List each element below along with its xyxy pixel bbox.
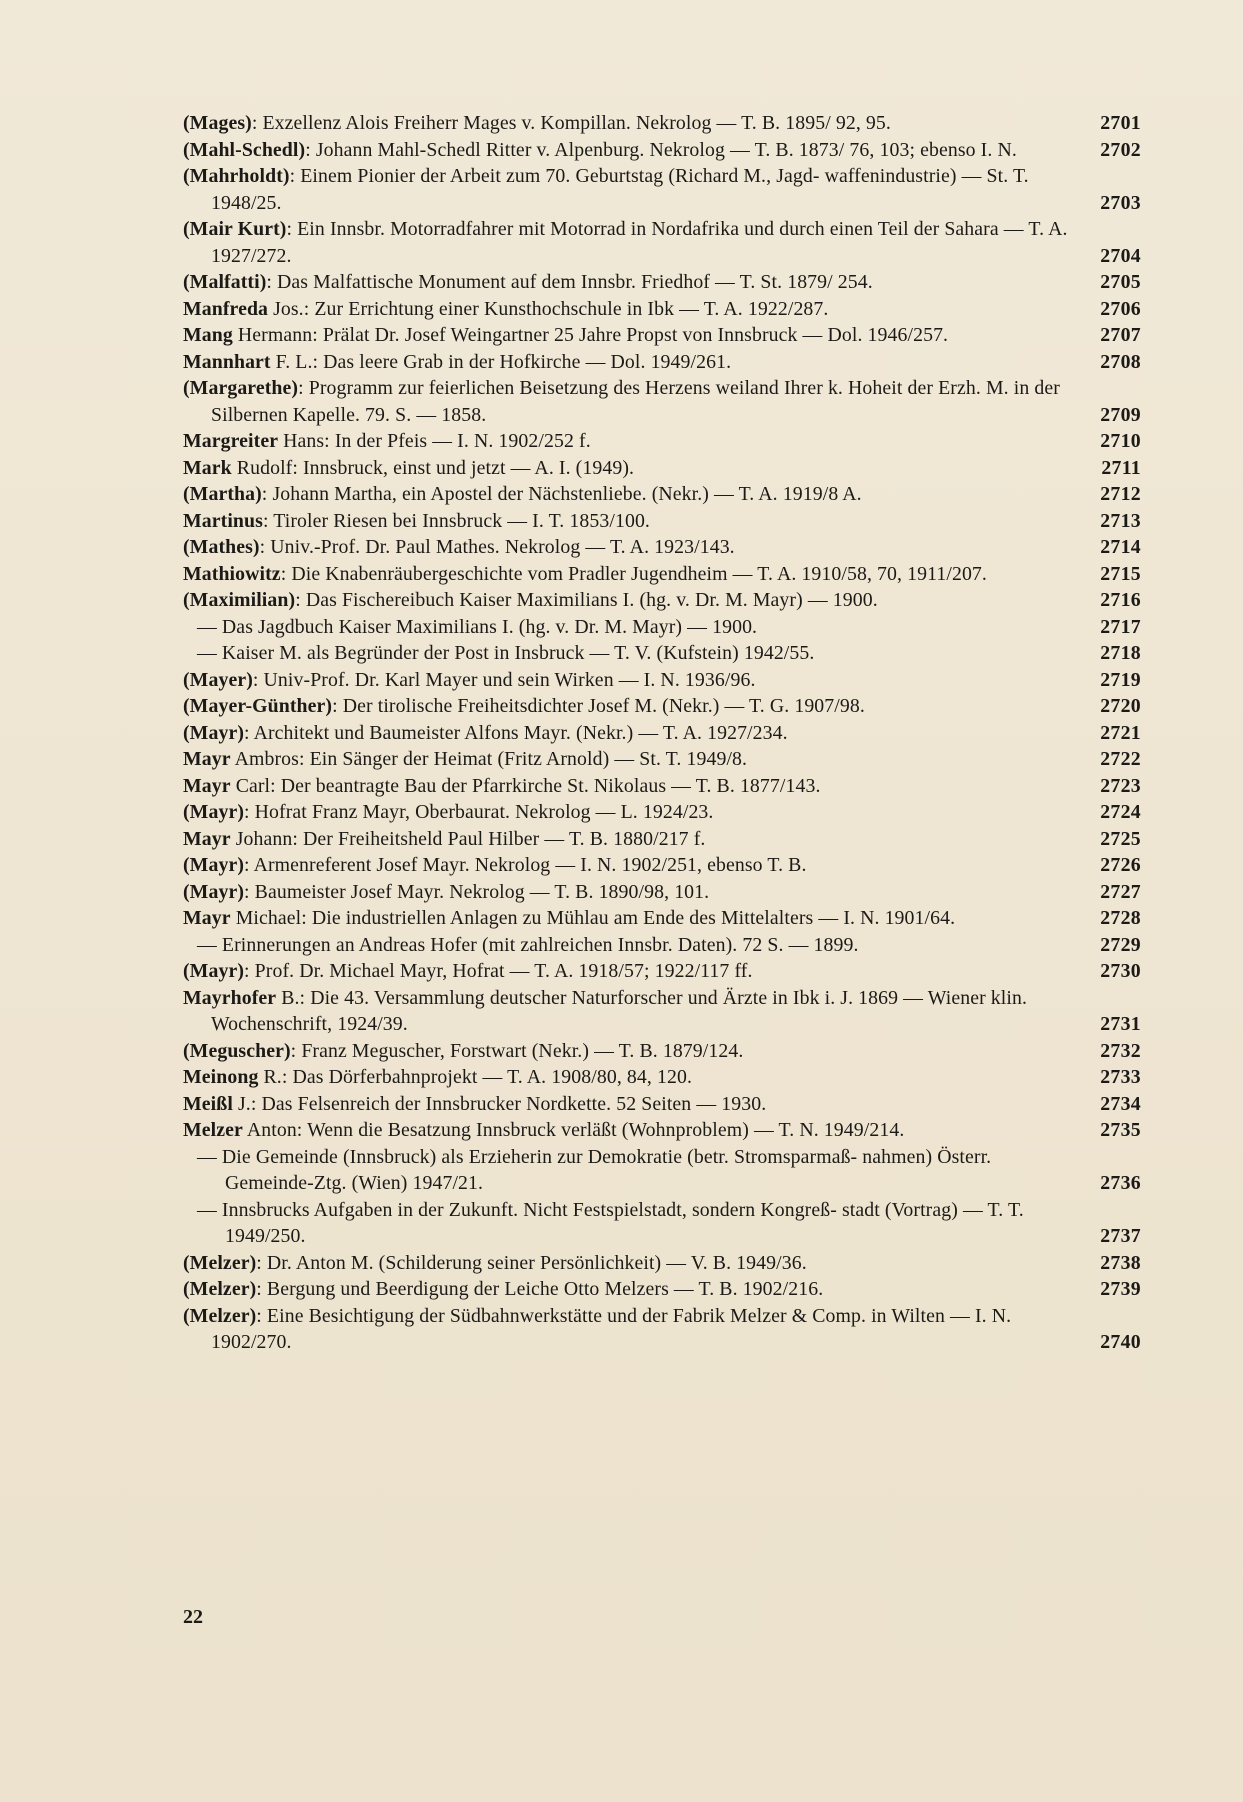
entry-text: Franz Meguscher, Forstwart (Nekr.) — T. B. 1879/124.	[301, 1039, 744, 1062]
entry-text: Das Malfattische Monument auf dem Innsbr. Friedhof — T. St. 1879/ 254.	[277, 271, 873, 293]
entry-heading: (Maximilian)	[183, 589, 296, 611]
entry-text: — Die Gemeinde (Innsbruck) als Erzieherin zur Demokratie (betr. Stromsparmaß- nahmen) Österr. Gemeinde-Ztg. (Wien) 1947/21.	[197, 1145, 992, 1194]
entry-separator: :	[251, 112, 263, 134]
bibliography-entry	[183, 932, 1141, 959]
entry-text: Einem Pionier der Arbeit zum 70. Geburtstag (Richard M., Jagd- waffenindustrie) — St. T. 1948/25.	[211, 165, 1029, 214]
entry-separator: :	[244, 960, 255, 982]
entry-number: 2703	[1100, 191, 1141, 214]
entry-number: 2707	[1100, 324, 1141, 346]
bibliography-entry	[183, 269, 1141, 296]
entry-heading: Mayr	[183, 774, 231, 797]
entry-text: Armenreferent Josef Mayr. Nekrolog — I. N. 1902/251, ebenso T. B.	[253, 854, 807, 876]
entry-heading: Mark	[183, 456, 232, 479]
entry-text: Johann: Der Freiheitsheld Paul Hilber — T. B. 1880/217 f.	[235, 827, 706, 850]
bibliography-entry	[183, 349, 1141, 376]
bibliography-entry	[183, 614, 1141, 641]
entry-number: 2737	[1100, 1225, 1141, 1247]
bibliography-entry	[183, 375, 1141, 428]
entry-text: Tiroler Riesen bei Innsbruck — I. T. 1853/100.	[273, 509, 650, 532]
entry-text: — Erinnerungen an Andreas Hofer (mit zahlreichen Innsbr. Daten). 72 S. — 1899.	[197, 933, 859, 956]
entry-separator: :	[286, 218, 298, 240]
entry-number: 2733	[1100, 1066, 1141, 1088]
bibliography-entry	[183, 667, 1141, 694]
entry-text: Prof. Dr. Michael Mayr, Hofrat — T. A. 1918/57; 1922/117 ff.	[254, 960, 753, 982]
entry-text: B.: Die 43. Versammlung deutscher Naturforscher und Ärzte in Ibk i. J. 1869 — Wiener klin. Wochenschrift, 1924/39.	[211, 986, 1028, 1035]
entry-separator: :	[256, 1304, 267, 1327]
entry-heading: (Mayer)	[183, 668, 253, 691]
entry-number: 2705	[1100, 271, 1141, 293]
entry-separator: :	[332, 695, 343, 717]
entry-number: 2710	[1100, 430, 1141, 452]
entry-heading: (Mathes)	[183, 536, 260, 558]
entry-number: 2709	[1100, 403, 1141, 426]
entry-heading: Mayr	[183, 748, 231, 770]
entry-number: 2739	[1100, 1278, 1141, 1300]
bibliography-entry	[183, 1064, 1141, 1091]
entry-heading: (Malfatti)	[183, 271, 267, 293]
entry-text: Hermann: Prälat Dr. Josef Weingartner 25 Jahre Propst von Innsbruck — Dol. 1946/257.	[237, 324, 949, 346]
bibliography-entry	[183, 1250, 1141, 1277]
entry-number: 2716	[1100, 589, 1141, 611]
entry-number: 2731	[1100, 1013, 1141, 1035]
entry-number: 2725	[1100, 827, 1141, 850]
entry-number: 2738	[1100, 1251, 1141, 1274]
entry-text: — Innsbrucks Aufgaben in der Zukunft. Nicht Festspielstadt, sondern Kongreß- stadt (Vortrag) — T. T. 1949/250.	[197, 1198, 1024, 1247]
entry-number: 2712	[1100, 483, 1141, 505]
entry-heading: (Mair Kurt)	[183, 218, 287, 240]
entry-number: 2727	[1100, 880, 1141, 903]
bibliography-entry	[183, 216, 1141, 269]
entry-number: 2717	[1100, 615, 1141, 638]
entry-text: Bergung und Beerdigung der Leiche Otto Melzers — T. B. 1902/216.	[266, 1278, 824, 1300]
entry-number: 2701	[1100, 112, 1141, 134]
entry-heading: (Mayer-Günther)	[183, 695, 333, 717]
page-number: 22	[183, 1606, 203, 1628]
entry-heading: (Mayr)	[183, 721, 245, 744]
bibliography-entry	[183, 879, 1141, 906]
entry-number: 2735	[1100, 1119, 1141, 1141]
bibliography-entry	[183, 1117, 1141, 1144]
bibliography-entry	[183, 322, 1141, 349]
entry-text: F. L.: Das leere Grab in der Hofkirche — Dol. 1949/261.	[275, 350, 732, 373]
bibliography-entry	[183, 1144, 1141, 1197]
bibliography-entry	[183, 958, 1141, 985]
entry-number: 2740	[1100, 1331, 1141, 1353]
entry-heading: (Melzer)	[183, 1278, 257, 1300]
bibliography-entry	[183, 985, 1141, 1038]
bibliography-entries	[183, 110, 1141, 1356]
bibliography-entry	[183, 561, 1141, 588]
bibliography-entry	[183, 905, 1141, 932]
entry-number: 2718	[1100, 642, 1141, 664]
bibliography-entry	[183, 110, 1141, 137]
entry-text: Ein Innsbr. Motorradfahrer mit Motorrad in Nordafrika und durch einen Teil der Sahara — T. A. 1927/272.	[211, 218, 1068, 267]
entry-separator: :	[289, 165, 301, 187]
entry-separator: :	[290, 1039, 302, 1062]
entry-separator: :	[295, 589, 306, 611]
bibliography-entry	[183, 1091, 1141, 1118]
entry-text: Johann Mahl-Schedl Ritter v. Alpenburg. Nekrolog — T. B. 1873/ 76, 103; ebenso I. N.	[315, 138, 1017, 161]
bibliography-entry	[183, 640, 1141, 667]
entry-number: 2729	[1100, 933, 1141, 956]
entry-separator: :	[244, 721, 254, 744]
entry-heading: (Melzer)	[183, 1251, 257, 1274]
entry-number: 2719	[1100, 668, 1141, 691]
entry-separator: :	[266, 271, 278, 293]
entry-separator: :	[244, 854, 254, 876]
entry-text: Anton: Wenn die Besatzung Innsbruck verläßt (Wohnproblem) — T. N. 1949/214.	[246, 1119, 905, 1141]
entry-heading: (Melzer)	[183, 1304, 257, 1327]
entry-heading: Margreiter	[183, 430, 279, 452]
entry-number: 2728	[1100, 907, 1141, 929]
entry-text: Hans: In der Pfeis — I. N. 1902/252 f.	[283, 430, 591, 452]
entry-number: 2723	[1100, 774, 1141, 797]
entry-text: Baumeister Josef Mayr. Nekrolog — T. B. 1890/98, 101.	[254, 880, 710, 903]
entry-heading: Melzer	[183, 1119, 243, 1141]
bibliography-entry	[183, 1303, 1141, 1356]
entry-number: 2708	[1100, 350, 1141, 373]
entry-heading: (Mayr)	[183, 960, 245, 982]
entry-number: 2730	[1100, 960, 1141, 982]
entry-text: Der tirolische Freiheitsdichter Josef M. (Nekr.) — T. G. 1907/98.	[342, 695, 865, 717]
entry-text: Jos.: Zur Errichtung einer Kunsthochschule in Ibk — T. A. 1922/287.	[273, 297, 829, 320]
bibliography-entry	[183, 508, 1141, 535]
entry-text: Rudolf: Innsbruck, einst und jetzt — A. I. (1949).	[236, 456, 635, 479]
entry-text: Das Fischereibuch Kaiser Maximilians I. (hg. v. Dr. M. Mayr) — 1900.	[305, 589, 878, 611]
entry-number: 2721	[1100, 721, 1141, 744]
entry-text: Exzellenz Alois Freiherr Mages v. Kompillan. Nekrolog — T. B. 1895/ 92, 95.	[262, 112, 891, 134]
entry-text: Dr. Anton M. (Schilderung seiner Persönlichkeit) — V. B. 1949/36.	[266, 1251, 807, 1274]
entry-heading: (Mages)	[183, 112, 252, 134]
bibliography-entry	[183, 746, 1141, 773]
bibliography-entry	[183, 1197, 1141, 1250]
entry-heading: Meißl	[183, 1092, 233, 1115]
entry-text: Univ-Prof. Dr. Karl Mayer und sein Wirken — I. N. 1936/96.	[263, 668, 756, 691]
bibliography-entry	[183, 428, 1141, 455]
entry-number: 2726	[1100, 854, 1141, 876]
entry-heading: Mayrhofer	[183, 986, 277, 1009]
bibliography-entry	[183, 1038, 1141, 1065]
entry-separator: :	[244, 801, 255, 823]
bibliography-entry	[183, 693, 1141, 720]
bibliography-entry	[183, 587, 1141, 614]
entry-text: Ambros: Ein Sänger der Heimat (Fritz Arnold) — St. T. 1949/8.	[234, 748, 748, 770]
entry-heading: Mayr	[183, 827, 231, 850]
bibliography-entry	[183, 773, 1141, 800]
entry-separator: :	[280, 562, 292, 585]
bibliography-entry	[183, 826, 1141, 853]
entry-heading: Mathiowitz	[183, 562, 281, 585]
entry-number: 2715	[1100, 562, 1141, 585]
bibliography-entry	[183, 534, 1141, 561]
entry-number: 2720	[1100, 695, 1141, 717]
bibliography-entry	[183, 1276, 1141, 1303]
entry-separator: :	[244, 880, 255, 903]
entry-separator: :	[305, 138, 316, 161]
entry-number: 2702	[1100, 138, 1141, 161]
entry-separator: :	[256, 1278, 267, 1300]
entry-text: — Kaiser M. als Begründer der Post in Insbruck — T. V. (Kufstein) 1942/55.	[197, 642, 815, 664]
entry-separator: :	[252, 668, 264, 691]
entry-number: 2732	[1100, 1039, 1141, 1062]
entry-text: Univ.-Prof. Dr. Paul Mathes. Nekrolog — T. A. 1923/143.	[270, 536, 735, 558]
entry-text: R.: Das Dörferbahnprojekt — T. A. 1908/80, 84, 120.	[263, 1066, 692, 1088]
entry-heading: Martinus	[183, 509, 263, 532]
entry-number: 2714	[1100, 536, 1141, 558]
entry-heading: (Mahl-Schedl)	[183, 138, 306, 161]
entry-number: 2736	[1100, 1172, 1141, 1194]
entry-heading: (Mayr)	[183, 880, 245, 903]
bibliography-entry	[183, 481, 1141, 508]
entry-heading: Mannhart	[183, 350, 271, 373]
entry-text: Architekt und Baumeister Alfons Mayr. (Nekr.) — T. A. 1927/234.	[253, 721, 788, 744]
entry-number: 2713	[1100, 509, 1141, 532]
bibliography-entry	[183, 852, 1141, 879]
entry-text: Eine Besichtigung der Südbahnwerkstätte und der Fabrik Melzer & Comp. in Wilten — I. N. 1902/270.	[211, 1304, 1012, 1353]
entry-separator: :	[298, 377, 309, 399]
entry-heading: (Margarethe)	[183, 377, 299, 399]
entry-heading: (Martha)	[183, 483, 262, 505]
bibliography-entry	[183, 455, 1141, 482]
entry-number: 2722	[1100, 748, 1141, 770]
entry-heading: (Mayr)	[183, 854, 245, 876]
entry-separator: :	[262, 509, 274, 532]
entry-text: Programm zur feierlichen Beisetzung des Herzens weiland Ihrer k. Hoheit der Erzh. M. in der Silbernen Kapelle. 79. S. — 1858.	[211, 377, 1060, 426]
bibliography-entry	[183, 720, 1141, 747]
entry-separator: :	[256, 1251, 267, 1274]
entry-heading: Manfreda	[183, 297, 269, 320]
bibliography-entry	[183, 296, 1141, 323]
entry-number: 2724	[1100, 801, 1141, 823]
entry-text: Die Knabenräubergeschichte vom Pradler Jugendheim — T. A. 1910/58, 70, 1911/207.	[291, 562, 987, 585]
entry-text: Michael: Die industriellen Anlagen zu Mühlau am Ende des Mittelalters — I. N. 1901/64.	[235, 907, 956, 929]
entry-heading: Mayr	[183, 907, 231, 929]
bibliography-entry	[183, 137, 1141, 164]
bibliography-entry	[183, 163, 1141, 216]
entry-heading: Mang	[183, 324, 233, 346]
entry-heading: (Meguscher)	[183, 1039, 291, 1062]
entry-text: Johann Martha, ein Apostel der Nächstenliebe. (Nekr.) — T. A. 1919/8 A.	[272, 483, 862, 505]
entry-number: 2711	[1101, 456, 1141, 479]
entry-number: 2734	[1100, 1092, 1141, 1115]
entry-text: Carl: Der beantragte Bau der Pfarrkirche St. Nikolaus — T. B. 1877/143.	[235, 774, 821, 797]
entry-text: Hofrat Franz Mayr, Oberbaurat. Nekrolog — L. 1924/23.	[254, 801, 714, 823]
entry-text: J.: Das Felsenreich der Innsbrucker Nordkette. 52 Seiten — 1930.	[238, 1092, 767, 1115]
bibliography-entry	[183, 799, 1141, 826]
entry-separator: :	[261, 483, 273, 505]
entry-text: — Das Jagdbuch Kaiser Maximilians I. (hg. v. Dr. M. Mayr) — 1900.	[197, 615, 758, 638]
entry-heading: (Mahrholdt)	[183, 165, 290, 187]
entry-heading: Meinong	[183, 1066, 259, 1088]
entry-number: 2706	[1100, 297, 1141, 320]
entry-heading: (Mayr)	[183, 801, 245, 823]
entry-separator: :	[259, 536, 271, 558]
entry-number: 2704	[1100, 244, 1141, 267]
